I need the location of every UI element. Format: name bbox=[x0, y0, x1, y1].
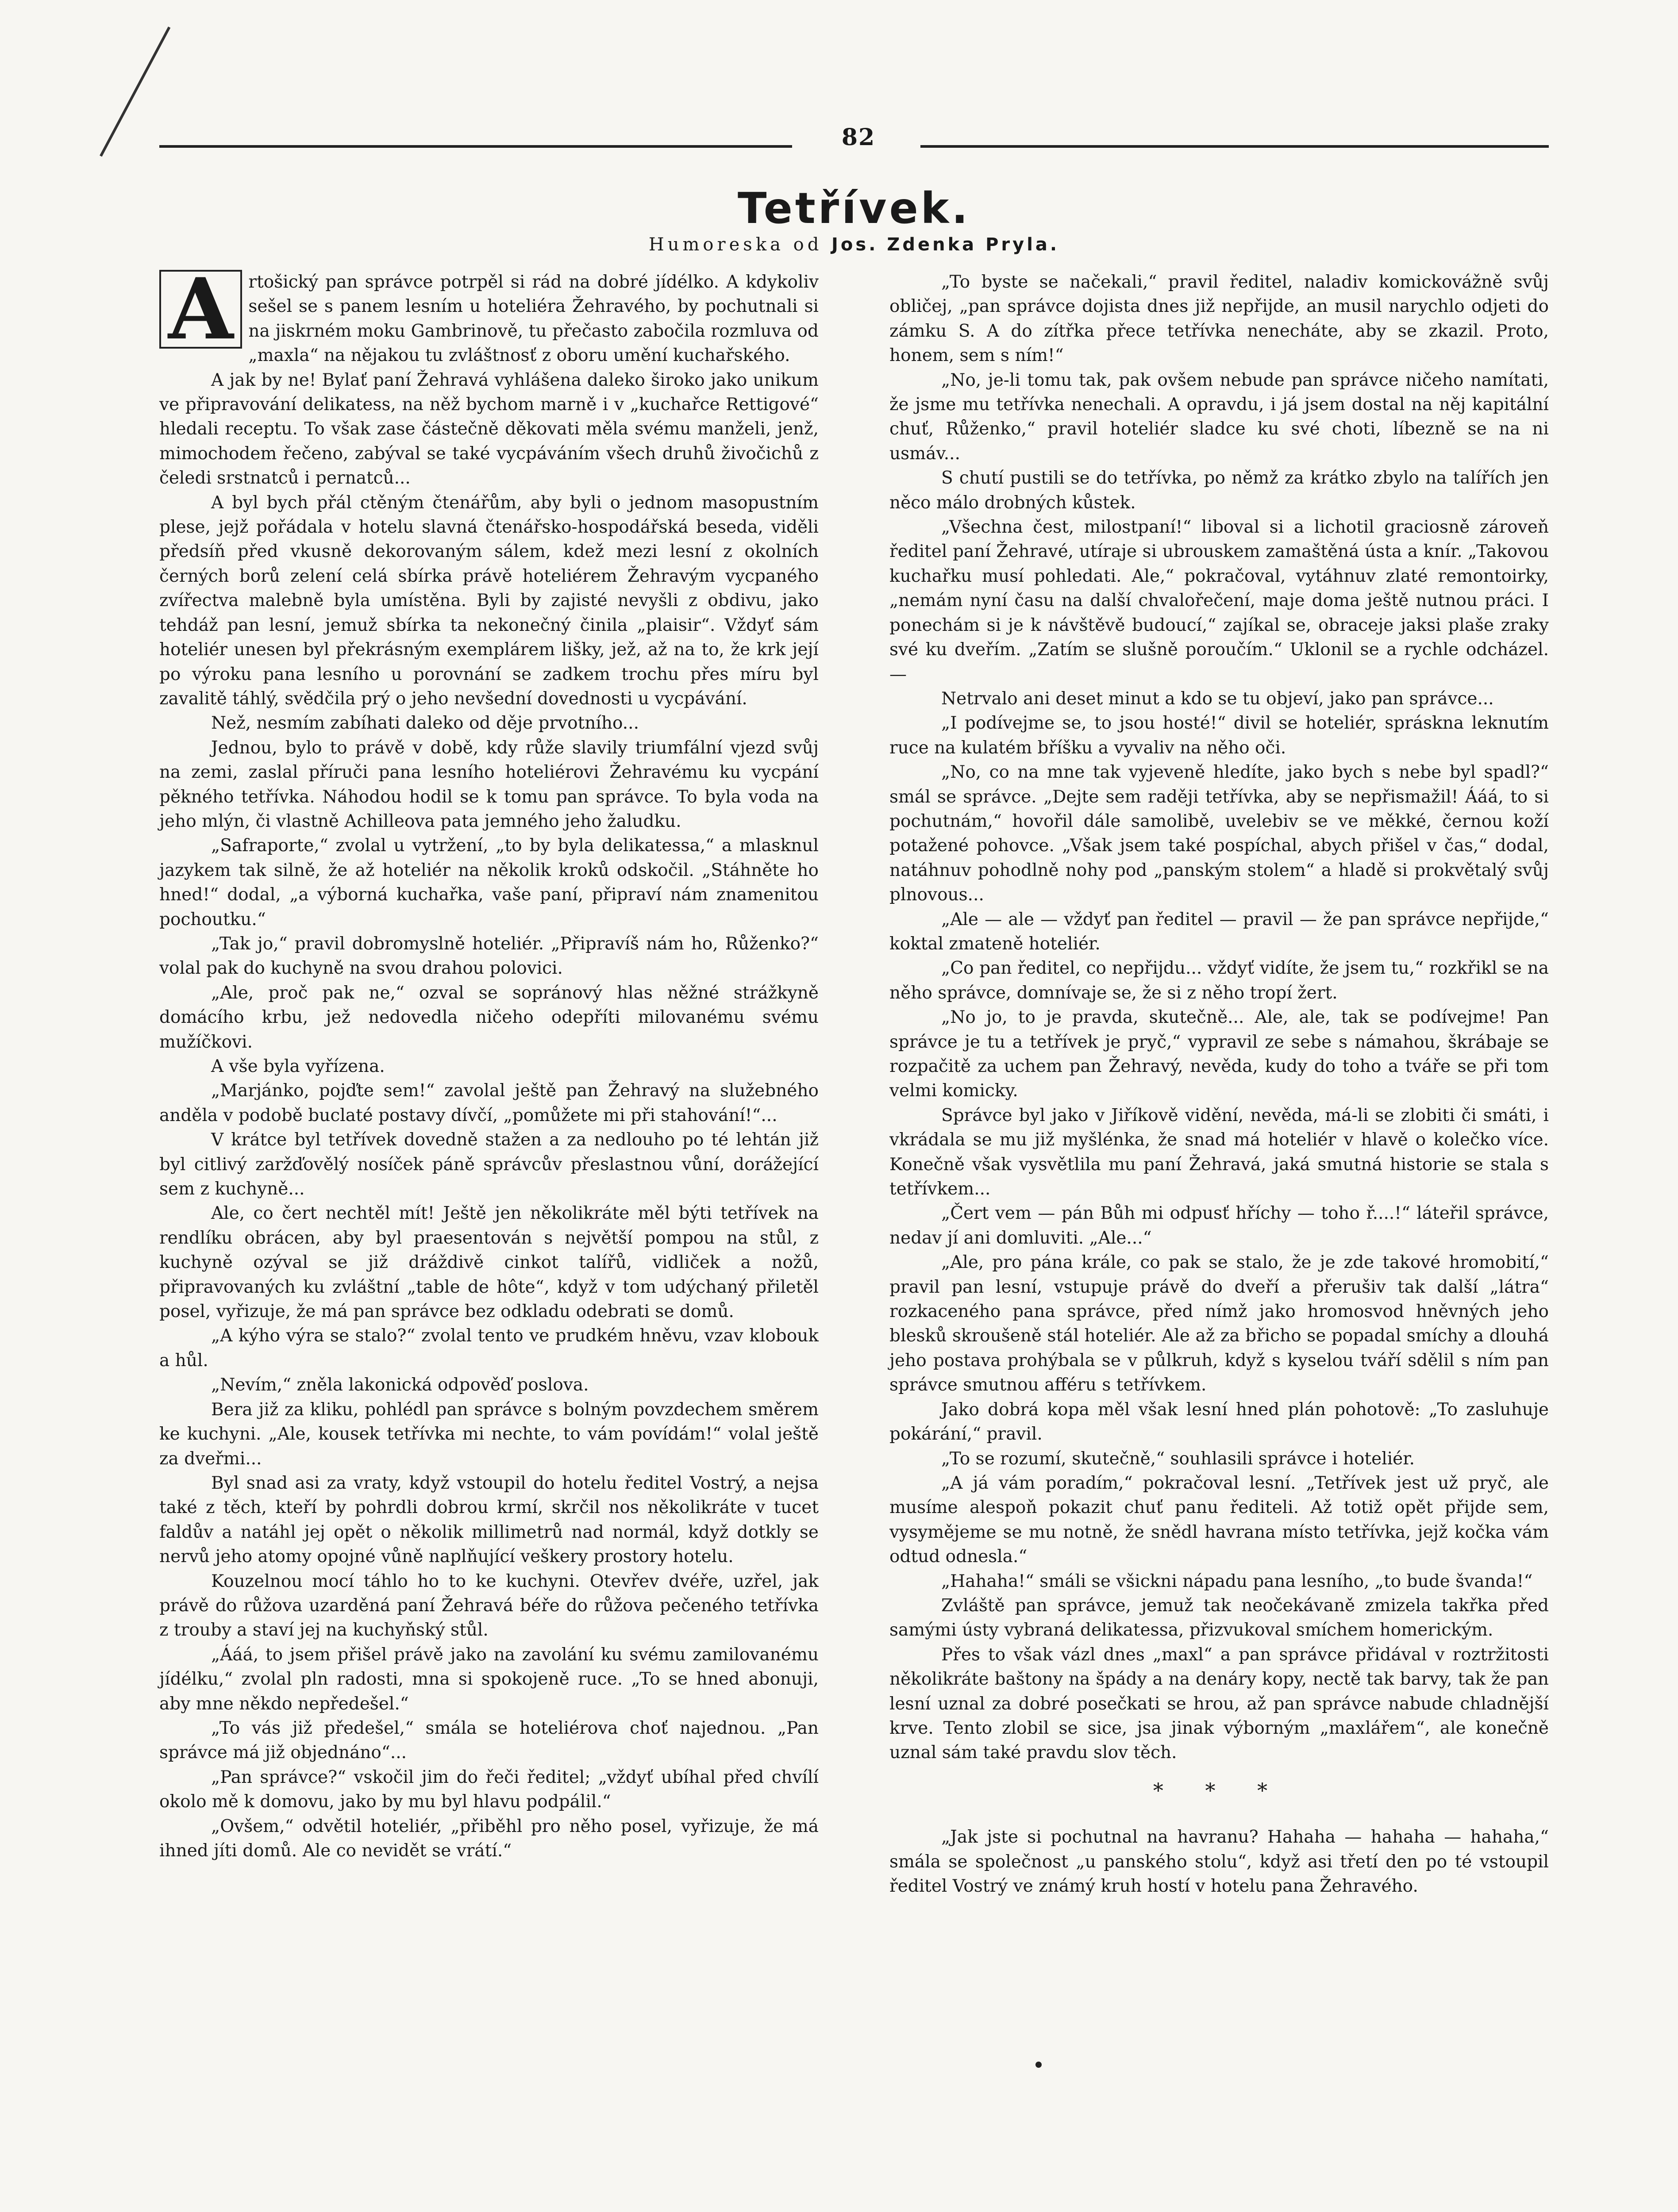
paragraph: „Ale — ale — vždyť pan ředitel — pravil — že pan správce nepřijde,“ koktal zmateně hoteliér. bbox=[889, 909, 1549, 954]
bullet-dot bbox=[1035, 2062, 1042, 2068]
page-number: 82 bbox=[841, 124, 876, 151]
header-rule-left bbox=[159, 145, 792, 148]
article-subtitle bbox=[159, 234, 1549, 255]
page bbox=[159, 124, 1549, 2203]
paragraph: „To byste se načekali,“ pravil ředitel, naladiv komickovážně svůj obličej, „pan správce dojista dnes již nepřijde, an musil narychlo odjeti do zámku S. A do zítřka přece tetřívka nenecháte, aby se zkazil. Proto, honem, sem s ním!“ bbox=[889, 272, 1549, 366]
paragraph: S chutí pustili se do tetřívka, po němž za krátko zbylo na talířích jen něco málo drobných kůstek. bbox=[889, 468, 1549, 513]
subtitle-prefix: Humoreska od bbox=[648, 234, 823, 255]
article-title: Tetřívek. bbox=[738, 184, 970, 233]
paragraph: „No jo, to je pravda, skutečně... Ale, ale, tak se podívejme! Pan správce je tu a tetřívek je pryč,“ vypravil ze sebe s námahou, škrábaje se rozpačitě za uchem pan Žehravý, nevěda, kudy do toho a tváře se při tom velmi komicky. bbox=[889, 1007, 1549, 1101]
paragraph: Netrvalo ani deset minut a kdo se tu objeví, jako pan správce... bbox=[941, 688, 1494, 709]
paragraph: Jednou, bylo to právě v době, kdy růže slavily triumfální vjezd svůj na zemi, zaslal příruči pana lesního hoteliérovi Žehravému ku vycpání pěkného tetřívka. Náhodou hodil se k tomu pan správce. To byla voda na jeho mlýn, či vlastně Achilleova pata jemného jeho žaludku. bbox=[159, 737, 819, 831]
paragraph: „Co pan ředitel, co nepřijdu... vždyť vidíte, že jsem tu,“ rozkřikl se na něho správce, domnívaje se, že si z něho tropí žert. bbox=[889, 958, 1549, 1003]
paragraph: „To se rozumí, skutečně,“ souhlasili správce i hoteliér. bbox=[941, 1448, 1415, 1469]
paragraph: „Ááá, to jsem přišel právě jako na zavolání ku svému zamilovanému jídélku,“ zvolal pln radosti, mna si spokojeně ruce. „To se hned abonuji, aby mne někdo nepředešel.“ bbox=[159, 1644, 819, 1714]
paragraph: „No, co na mne tak vyjeveně hledíte, jako bych s nebe byl spadl?“ smál se správce. „Dejte sem raději tetřívka, aby se nepřismažil! Ááá, to si pochutnám,“ hovořil dále samolibě, uvelebiv se ve měkké, černou koží potažené pohovce. „Však jsem také pospíchal, abych přišel v čas,“ dodal, natáhnuv pohodlně nohy pod „panským stolem“ a hladě si prokvětalý svůj plnovous... bbox=[889, 762, 1549, 905]
subtitle-author: Jos. Zdenka Pryla. bbox=[831, 234, 1060, 255]
paragraph: „A já vám poradím,“ pokračoval lesní. „Tetřívek jest už pryč, ale musíme alespoň pokazit chuť panu řediteli. Až totiž opět přijde sem, vysymějeme se mu notně, že snědl havrana místo tetřívka, jejž kočka vám odtud odnesla.“ bbox=[889, 1473, 1549, 1567]
section-separator: * * * bbox=[1153, 1778, 1285, 1802]
paragraph: Kouzelnou mocí táhlo ho to ke kuchyni. Otevřev dvéře, uzřel, jak právě do růžova uzarděná paní Žehravá béře do růžova pečeného tetřívka z trouby a staví jej na kuchyňský stůl. bbox=[159, 1571, 819, 1640]
right-column bbox=[889, 270, 1549, 1898]
paragraph: „Tak jo,“ pravil dobromyslně hoteliér. „Připravíš nám ho, Růženko?“ volal pak do kuchyně na svou drahou polovici. bbox=[159, 933, 819, 979]
paragraph: Zvláště pan správce, jemuž tak neočekávaně zmizela takřka před samými ústy vybraná delikatessa, přizvukoval smíchem homerickým. bbox=[889, 1595, 1549, 1640]
paragraph: Přes to však vázl dnes „maxl“ a pan správce přidával v roztržitosti několikráte baštony na špády a na denáry kopy, nectě tak barvy, tak že pan lesní uznal za dobré posečkati se hrou, až pan správce nabude chladnější krve. Tento zlobil se sice, jsa jinak výborným „maxlářem“, ale konečně uznal sám také pravdu slov těch. bbox=[889, 1644, 1549, 1763]
paragraph: „Čert vem — pán Bůh mi odpusť hříchy — toho ř....!“ láteřil správce, nedav jí ani domluviti. „Ale...“ bbox=[889, 1203, 1549, 1248]
paragraph: Bera již za kliku, pohlédl pan správce s bolným povzdechem směrem ke kuchyni. „Ale, kousek tetřívka mi nechte, to vám povídám!“ volal ještě za dveřmi... bbox=[159, 1399, 819, 1469]
paragraph: „Hahaha!“ smáli se všickni nápadu pana lesního, „to bude švanda!“ bbox=[941, 1571, 1533, 1591]
paragraph: „Marjánko, pojďte sem!“ zavolal ještě pan Žehravý na služebného anděla v podobě buclaté postavy dívčí, „pomůžete mi při stahování!“... bbox=[159, 1081, 819, 1125]
paragraph: Byl snad asi za vraty, když vstoupil do hotelu ředitel Vostrý, a nejsa také z těch, kteří by pohrdli dobrou krmí, skrčil nos několikráte v tucet faldův a natáhl jej opět o několik millimetrů nad normál, když dotkly se nervů jeho atomy opojné vůně naplňující veškery prostory hotelu. bbox=[159, 1473, 819, 1567]
paragraph: „Ale, pro pána krále, co pak se stalo, že je zde takové hromobití,“ pravil pan lesní, vstupuje právě do dveří a přerušiv tak další „látra“ rozkaceného pana správce, před nímž jako hromosvod hněvných jeho blesků skroušeně stál hoteliér. Ale až za břicho se popadal smíchy a dlouhá jeho postava prohýbala se v půlkruh, když s kyselou tváří sdělil s ním pan správce smutnou afféru s tetřívkem. bbox=[889, 1252, 1549, 1395]
paragraph: „Všechna čest, milostpaní!“ liboval si a lichotil graciosně zároveň ředitel paní Žehravé, utíraje si ubrouskem zamaštěná ústa a knír. „Takovou kuchařku musí pohledati. Ale,“ pokračoval, vytáhnuv zlaté remontoirky, „nemám nyní času na další chvalořečení, maje doma ještě nutnou práci. I ponechám si je k návštěvě budoucí,“ zajíkal se, obraceje jaksi plaše zraky své ku dveřím. „Zatím se slušně poroučím.“ Uklonil se a rychle odcházel. — bbox=[889, 517, 1549, 684]
paragraph: Ale, co čert nechtěl mít! Ještě jen několikráte měl býti tetřívek na rendlíku obrácen, aby byl praesentován s největší pompou na stůl, z kuchyně ozýval se již dráždivě cinkot talířů, vidliček a nožů, připravovaných ku zvláštní „table de hôte“, když v tom udýchaný přiletěl posel, vyřizuje, že má pan správce bez odkladu odebrati se domů. bbox=[159, 1203, 819, 1322]
paragraph: Jako dobrá kopa měl však lesní hned plán pohotově: „To zasluhuje pokárání,“ pravil. bbox=[889, 1399, 1549, 1444]
paragraph: V krátce byl tetřívek dovedně stažen a za nedlouho po té lehtán již byl citlivý zaržďovělý nosíček páně správcův přeslastnou vůní, dorážející sem z kuchyně... bbox=[159, 1130, 819, 1199]
paragraph: „Ovšem,“ odvětil hoteliér, „přiběhl pro něho posel, vyřizuje, že má ihned jíti domů. Ale co nevidět se vrátí.“ bbox=[159, 1816, 819, 1861]
paragraph: Správce byl jako v Jiříkově vidění, nevěda, má-li se zlobiti či smáti, i vkrádala se mu již myšlénka, že snad má hoteliér v hlavě o kolečko více. Konečně však vysvětlila mu paní Žehravá, jaká smutná historie se stala s tetřívkem... bbox=[889, 1105, 1549, 1199]
paragraph: „No, je-li tomu tak, pak ovšem nebude pan správce ničeho namítati, že jsme mu tetřívka nenechali. A opravdu, i já jsem dostal na něj kapitální chuť, Růženko,“ pravil hoteliér sladce ku své choti, líbezně se na ni usmáv... bbox=[889, 370, 1549, 464]
left-column bbox=[159, 260, 819, 1863]
paragraph: rtošický pan správce potrpěl si rád na dobré jídélko. A kdykoliv sešel se s panem lesním u hoteliéra Žehravého, by pochutnali si na jiskrném moku Gambrinově, tu přečasto zabočila rozmluva od „maxla“ na nějakou tu zvláštnosť z oboru umění kuchařského. bbox=[248, 272, 819, 366]
closing-paragraph: „Jak jste si pochutnal na havranu? Hahaha — hahaha — hahaha,“ smála se společnost „u panského stolu“, když asi třetí den po té vstoupil ředitel Vostrý ve známý kruh hostí v hotelu pana Žehravého. bbox=[889, 1827, 1549, 1896]
paragraph: „Safraporte,“ zvolal u vytržení, „to by byla delikatessa,“ a mlasknul jazykem tak silně, že až hoteliér na několik kroků odskočil. „Stáhněte ho hned!“ dodal, „a výborná kuchařka, vaše paní, připraví nám znamenitou pochoutku.“ bbox=[159, 836, 819, 929]
paragraph: „Pan správce?“ vskočil jim do řeči ředitel; „vždyť ubíhal před chvílí okolo mě k domovu, jako by mu byl hlavu podpálil.“ bbox=[159, 1767, 819, 1812]
paragraph: „To vás již předešel,“ smála se hoteliérova choť najednou. „Pan správce má již objednáno“... bbox=[159, 1718, 819, 1763]
paragraph: „Ale, proč pak ne,“ ozval se sopránový hlas něžné strážkyně domácího krbu, jež nedovedla ničeho odepříti milovanému svému mužíčkovi. bbox=[159, 983, 819, 1052]
paragraph: A jak by ne! Bylať paní Žehravá vyhlášena daleko široko jako unikum ve připravování delikatess, na něž bychom marně i v „kuchařce Rettigové“ hledali receptu. To však zase částečně děkovati měla svému manželi, jenž, mimochodem řečeno, zabýval se také vycpáváním všech druhů živočichů z čeledi srstnatců i pernatců... bbox=[159, 370, 819, 488]
paragraph: A vše byla vyřízena. bbox=[211, 1056, 385, 1076]
paragraph: Než, nesmím zabíhati daleko od děje prvotního... bbox=[211, 713, 639, 733]
paragraph: A byl bych přál ctěným čtenářům, aby byli o jednom masopustním plese, jejž pořádala v hotelu slavná čtenářsko-hospodářská beseda, viděli předsíň před vkusně dekorovaným sálem, kdež mezi lesní z okolních černých borů zelení celá sbírka právě hoteliérem Žehravým vycpaného zvířectva malebně byla umístěna. Byli by zajisté nevyšli z obdivu, jako tehdáž pan lesní, jemuž sbírka ta nekonečný činila „plaisir“. Vždyť sám hoteliér unesen byl překrásným exemplárem lišky, jež, až na to, že krk její po výroku pana lesního u porovnání se zadkem trochu přes míru byl zavalitě táhlý, svědčila prý o jeho nevšední dovednosti u vycpávání. bbox=[159, 492, 819, 709]
paragraph: „Nevím,“ zněla lakonická odpověď poslova. bbox=[211, 1375, 589, 1395]
drop-cap: A bbox=[159, 270, 242, 349]
paragraph: „A kýho výra se stalo?“ zvolal tento ve prudkém hněvu, vzav klobouk a hůl. bbox=[159, 1326, 819, 1371]
paragraph: „I podívejme se, to jsou hosté!“ divil se hoteliér, spráskna leknutím ruce na kulatém bříšku a vyvaliv na něho oči. bbox=[889, 713, 1549, 758]
header-rule-right bbox=[920, 145, 1549, 148]
